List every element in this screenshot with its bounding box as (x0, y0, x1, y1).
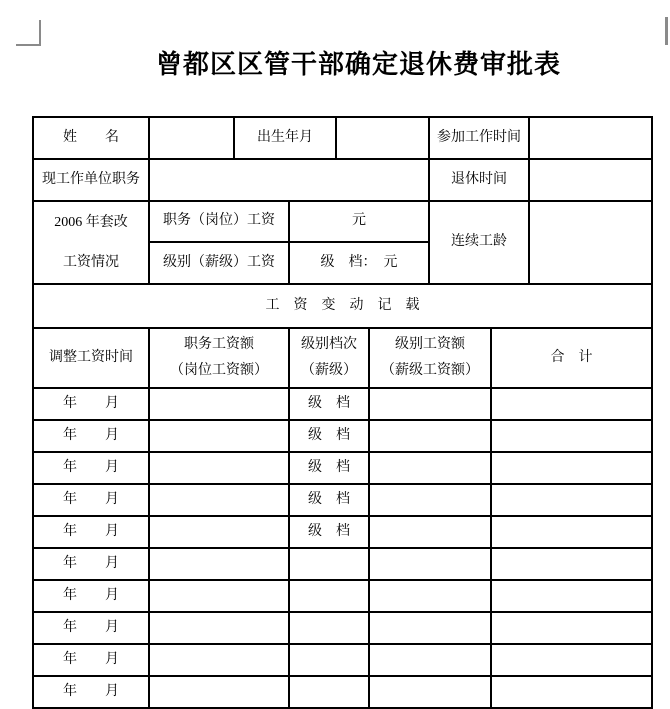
wage-change-row (33, 516, 652, 548)
adjust-date-cell[interactable]: 年 月 (33, 644, 149, 676)
row-salary-2006-post (33, 201, 652, 242)
col-header-grade-wage-line2: （薪级工资额） (381, 363, 479, 378)
service-years-label: 连续工龄 (429, 201, 529, 284)
wage-change-row (33, 452, 652, 484)
adjust-date-cell[interactable]: 年 月 (33, 452, 149, 484)
grade-wage-cell[interactable] (369, 580, 491, 612)
adjust-date-cell[interactable]: 年 月 (33, 388, 149, 420)
wage-change-row (33, 484, 652, 516)
total-cell[interactable] (491, 548, 652, 580)
wage-change-row (33, 612, 652, 644)
approval-form-table (32, 116, 653, 709)
adjust-date-cell[interactable]: 年 月 (33, 548, 149, 580)
grade-wage-cell[interactable] (369, 420, 491, 452)
adjust-date-cell[interactable]: 年 月 (33, 420, 149, 452)
row-personal-2 (33, 159, 652, 201)
grade-cell[interactable] (289, 612, 369, 644)
birth-date-value-cell[interactable] (336, 117, 429, 159)
row-column-headers (33, 328, 652, 388)
grade-wage-cell[interactable] (369, 548, 491, 580)
post-wage-cell[interactable] (149, 452, 289, 484)
adjust-date-cell[interactable]: 年 月 (33, 516, 149, 548)
grade-wage-cell[interactable] (369, 612, 491, 644)
birth-date-label: 出生年月 (234, 117, 336, 159)
page-title: 曾都区区管干部确定退休费审批表 (155, 50, 561, 79)
grade-wage-value-cell[interactable]: 级 档： 元 (289, 242, 429, 284)
name-value-cell[interactable] (149, 117, 234, 159)
page-corner-mark-left (16, 20, 41, 46)
post-wage-cell[interactable] (149, 644, 289, 676)
salary-2006-label-line1: 2006 年套改 (54, 214, 128, 230)
total-cell[interactable] (491, 580, 652, 612)
grade-wage-label: 级别（薪级）工资 (149, 242, 289, 284)
salary-2006-label-line2: 工资情况 (63, 254, 119, 270)
post-wage-cell[interactable] (149, 676, 289, 708)
row-personal-1 (33, 117, 652, 159)
unit-position-value-cell[interactable] (149, 159, 429, 201)
grade-wage-cell[interactable] (369, 516, 491, 548)
adjust-date-cell[interactable]: 年 月 (33, 580, 149, 612)
post-wage-cell[interactable] (149, 516, 289, 548)
col-header-post-wage (149, 328, 289, 388)
retire-time-value-cell[interactable] (529, 159, 652, 201)
col-header-post-wage-line1: 职务工资额 (184, 337, 254, 352)
wage-change-band-title: 工 资 变 动 记 载 (33, 284, 652, 328)
total-cell[interactable] (491, 644, 652, 676)
post-wage-cell[interactable] (149, 548, 289, 580)
col-header-grade-wage-line1: 级别工资额 (395, 337, 465, 352)
grade-wage-cell[interactable] (369, 644, 491, 676)
total-cell[interactable] (491, 484, 652, 516)
grade-wage-cell[interactable] (369, 676, 491, 708)
grade-cell[interactable] (289, 580, 369, 612)
name-label: 姓 名 (33, 117, 149, 159)
post-wage-cell[interactable] (149, 420, 289, 452)
adjust-date-cell[interactable]: 年 月 (33, 484, 149, 516)
grade-cell[interactable]: 级 档 (289, 516, 369, 548)
grade-wage-cell[interactable] (369, 484, 491, 516)
total-cell[interactable] (491, 388, 652, 420)
grade-cell[interactable]: 级 档 (289, 452, 369, 484)
post-wage-cell[interactable] (149, 484, 289, 516)
total-cell[interactable] (491, 612, 652, 644)
wage-change-row (33, 388, 652, 420)
grade-cell[interactable]: 级 档 (289, 420, 369, 452)
page-corner-mark-right (665, 17, 668, 45)
grade-wage-cell[interactable] (369, 388, 491, 420)
grade-cell[interactable]: 级 档 (289, 484, 369, 516)
grade-wage-cell[interactable] (369, 452, 491, 484)
unit-position-label: 现工作单位职务 (33, 159, 149, 201)
col-header-grade-line1: 级别档次 (301, 337, 357, 352)
salary-2006-label (33, 201, 149, 284)
row-band (33, 284, 652, 328)
total-cell[interactable] (491, 452, 652, 484)
service-years-value-cell[interactable] (529, 201, 652, 284)
wage-change-row (33, 676, 652, 708)
post-wage-cell[interactable] (149, 580, 289, 612)
grade-cell[interactable]: 级 档 (289, 388, 369, 420)
col-header-grade-wage (369, 328, 491, 388)
col-header-total: 合 计 (491, 328, 652, 388)
total-cell[interactable] (491, 516, 652, 548)
total-cell[interactable] (491, 676, 652, 708)
wage-change-row (33, 580, 652, 612)
grade-cell[interactable] (289, 548, 369, 580)
post-wage-cell[interactable] (149, 388, 289, 420)
total-cell[interactable] (491, 420, 652, 452)
retire-time-label: 退休时间 (429, 159, 529, 201)
join-work-time-label: 参加工作时间 (429, 117, 529, 159)
grade-cell[interactable] (289, 676, 369, 708)
col-header-grade (289, 328, 369, 388)
wage-change-row (33, 420, 652, 452)
post-wage-value-cell[interactable]: 元 (289, 201, 429, 242)
col-header-adjust-date: 调整工资时间 (33, 328, 149, 388)
join-work-time-value-cell[interactable] (529, 117, 652, 159)
wage-change-row (33, 644, 652, 676)
adjust-date-cell[interactable]: 年 月 (33, 612, 149, 644)
adjust-date-cell[interactable]: 年 月 (33, 676, 149, 708)
post-wage-label: 职务（岗位）工资 (149, 201, 289, 242)
grade-cell[interactable] (289, 644, 369, 676)
col-header-grade-line2: （薪级） (301, 363, 357, 378)
post-wage-cell[interactable] (149, 612, 289, 644)
wage-change-row (33, 548, 652, 580)
col-header-post-wage-line2: （岗位工资额） (170, 363, 268, 378)
